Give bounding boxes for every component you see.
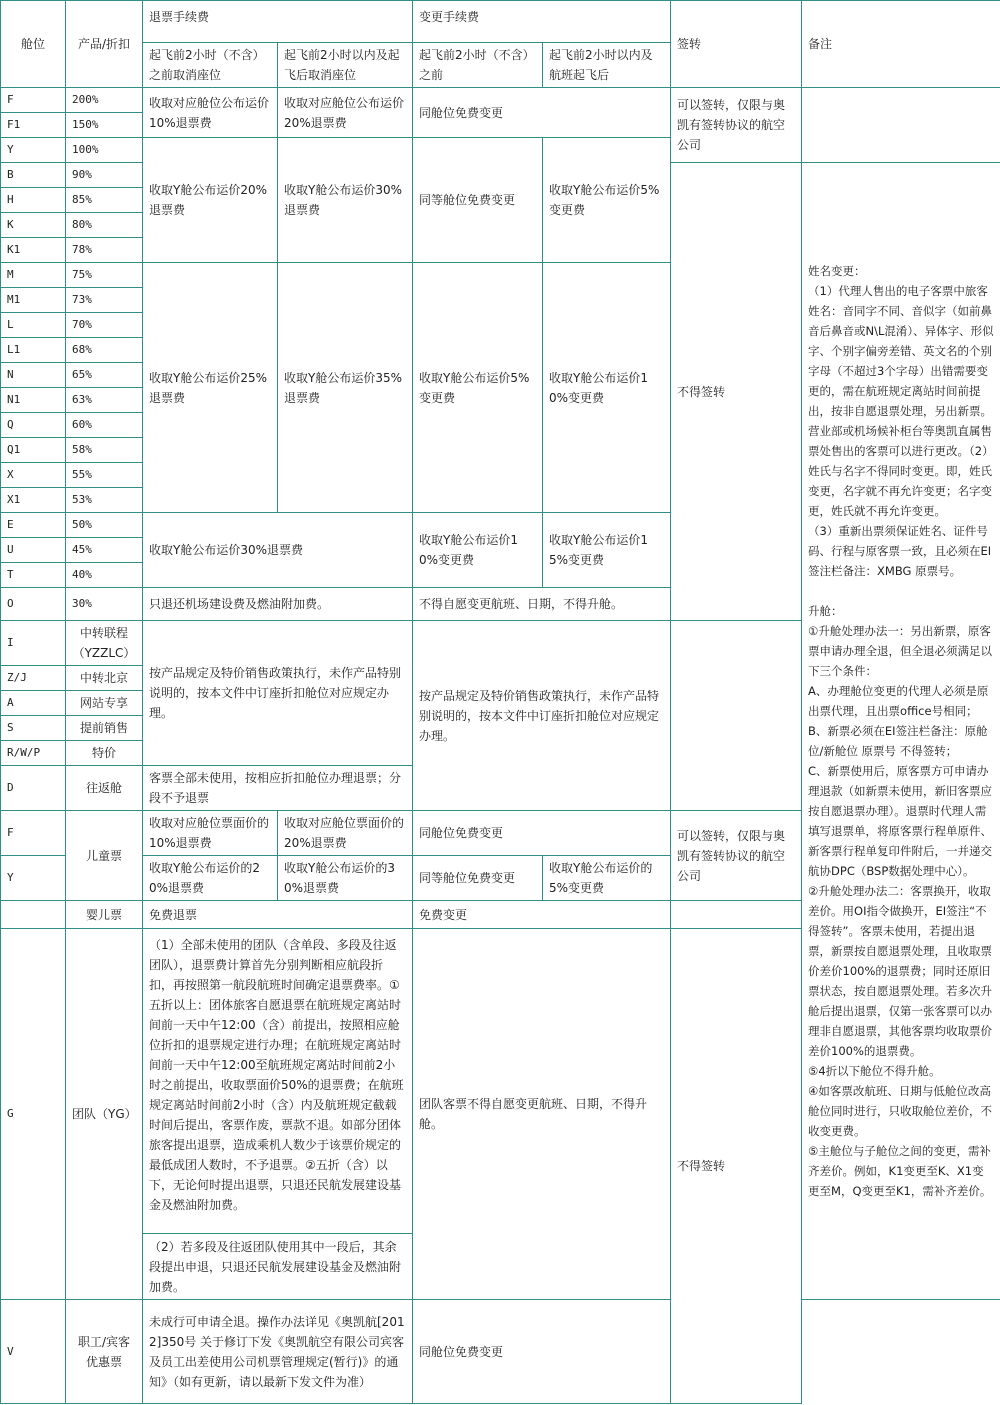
product-name: 网站专享 — [66, 691, 143, 716]
cabin-code: M1 — [1, 288, 66, 313]
cabin-code: N — [1, 363, 66, 388]
product-name: 特价 — [66, 741, 143, 766]
remark-name-change: 姓名变更： （1）代理人售出的电子客票中旅客姓名：音同字不同、音似字（如前鼻音后鼻音或N\L混淆）、异体字、形似字、个别字偏旁差错、英文名的个别字母（不超过3个字母）出错需要变更的，需在航班规定离站时间前提出，按非自愿退票处理，另出新票。营业部或机场候补柜台等奥凯直属售票处售出的客票可以进行更改。（2）姓氏与名字不得同时变更。即，姓氏变更，名字就不再允许变更；名字变更，姓氏就不再允许变更。 （3）重新出票须保证姓名、证件号码、行程与原客票一致，且必须在EI签注栏备注：XMBG 原票号。 — [808, 264, 994, 578]
refund-fee-cell: 收取对应舱位票面价的10%退票费 — [143, 811, 278, 856]
header-remark: 备注 — [802, 1, 1000, 88]
change-fee-cell: 同等舱位免费变更 — [413, 856, 543, 901]
header-refund-within-2h: 起飞前2小时以内及起飞后取消座位 — [278, 43, 413, 88]
discount: 55% — [66, 463, 143, 488]
refund-fee-cell: 免费退票 — [143, 901, 413, 929]
cabin-code: A — [1, 691, 66, 716]
refund-fee-cell: 未成行可申请全退。操作办法详见《奥凯航[2012]350号 关于修订下发《奥凯航空有限公司宾客及员工出差使用公司机票管理规定(暂行)》的通知》（如有更新，请以最新下发文件为准） — [143, 1300, 413, 1404]
discount: 75% — [66, 263, 143, 288]
discount: 90% — [66, 163, 143, 188]
change-fee-cell: 收取Y舱公布运价的5%变更费 — [543, 856, 671, 901]
cabin-code: H — [1, 188, 66, 213]
header-change-before-2h: 起飞前2小时（不含）之前 — [413, 43, 543, 88]
change-fee-cell: 不得自愿变更航班、日期，不得升舱。 — [413, 588, 671, 621]
product-name: 往返舱 — [66, 766, 143, 811]
refund-fee-cell: 收取对应舱位票面价的20%退票费 — [278, 811, 413, 856]
refund-fee-cell: 收取Y舱公布运价35%退票费 — [278, 263, 413, 513]
cabin-code: Y — [1, 856, 66, 901]
header-refund-fee: 退票手续费 — [143, 1, 413, 43]
product-name: 中转联程（YZZLC） — [66, 621, 143, 666]
discount: 58% — [66, 438, 143, 463]
discount: 60% — [66, 413, 143, 438]
remark-spacer — [808, 581, 994, 601]
product-name: 中转北京 — [66, 666, 143, 691]
change-fee-cell: 同舱位免费变更 — [413, 88, 671, 138]
discount: 150% — [66, 113, 143, 138]
refund-fee-cell: 收取Y舱公布运价的30%退票费 — [278, 856, 413, 901]
cabin-code: U — [1, 538, 66, 563]
header-endorse: 签转 — [671, 1, 802, 88]
cabin-code-blank — [1, 901, 66, 929]
remark-cell — [802, 163, 1000, 1300]
cabin-code: Q1 — [1, 438, 66, 463]
discount: 40% — [66, 563, 143, 588]
refund-fee-cell: 收取Y舱公布运价30%退票费 — [278, 138, 413, 263]
cabin-code: K — [1, 213, 66, 238]
refund-fee-cell: （1）全部未使用的团队（含单段、多段及往返团队），退票费计算首先分别判断相应航段折扣，再按照第一航段航班时间确定退票费率。①五折以上：团体旅客自愿退票在航班规定离站时间前一天中午12:00（含）前提出，按照相应舱位折扣的退票规定进行办理；在航班规定离站时间前一天中午12:00至航班规定离站时间前2小时之前提出，收取票面价50%的退票费；在航班规定离站时间前2小时（含）内及航班规定截载时间后提出，客票作废，票款不退。如部分团体旅客提出退票，造成乘机人数少于该票价规定的最低成团人数时，不予退票。②五折（含）以下，无论何时提出退票，只退还民航发展建设基金及燃油附加费。 — [143, 929, 413, 1234]
refund-fee-cell: 只退还机场建设费及燃油附加费。 — [143, 588, 413, 621]
refund-fee-cell: （2）若多段及往返团队使用其中一段后，其余段提出申退，只退还民航发展建设基金及燃油附加费。 — [143, 1234, 413, 1300]
discount: 78% — [66, 238, 143, 263]
discount: 200% — [66, 88, 143, 113]
refund-fee-cell: 收取对应舱位公布运价20%退票费 — [278, 88, 413, 138]
cabin-code: N1 — [1, 388, 66, 413]
remark-upgrade: 升舱： ①升舱处理办法一：另出新票，原客票申请办理全退，但全退必须满足以下三个条件： A、办理舱位变更的代理人必须是原出票代理，且出票office号相同； B、新票必须在EI签注栏备注：原舱位/新舱位 原票号 不得签转； C、新票使用后，原客票方可申请办理退款（如新票未使用，新旧客票应按自愿退票办理）。退票时代理人需填写退票单，将原客票行程单原件、新客票行程单复印件附后，一并递交航协DPC（BSP数据处理中心）。 ②升舱处理办法二：客票换开，收取差价。用OI指令做换开，EI签注“不得签转”。客票未使用，若提出退票，新票按自愿退票处理，且收取票价差价100%的退票费；同时还原旧票状态，按自愿退票处理。若多次升舱后提出退票，仅第一张客票可以办理非自愿退票，其他客票均收取票价差价100%的退票费。 ⑤4折以下舱位不得升舱。 ④如客票改航班、日期与低舱位改高舱位同时进行，只收取舱位差价，不收变更费。 ⑤主舱位与子舱位之间的变更，需补齐差价。例如，K1变更至K、X1变更至M，Q变更至K1，需补齐差价。 — [808, 604, 993, 1198]
header-change-within-2h: 起飞前2小时以内及航班起飞后 — [543, 43, 671, 88]
change-fee-cell: 收取Y舱公布运价5%变更费 — [413, 263, 543, 513]
change-fee-cell: 免费变更 — [413, 901, 671, 929]
change-fee-cell: 按产品规定及特价销售政策执行，未作产品特别说明的，按本文件中订座折扣舱位对应规定办理。 — [413, 621, 671, 811]
cabin-code: X1 — [1, 488, 66, 513]
discount: 45% — [66, 538, 143, 563]
endorse-cell: 不得签转 — [671, 929, 802, 1404]
discount: 70% — [66, 313, 143, 338]
change-fee-cell: 团队客票不得自愿变更航班、日期，不得升舱。 — [413, 929, 671, 1300]
cabin-code: R/W/P — [1, 741, 66, 766]
refund-fee-cell: 收取Y舱公布运价的20%退票费 — [143, 856, 278, 901]
change-fee-cell: 收取Y舱公布运价5%变更费 — [543, 138, 671, 263]
header-refund-before-2h: 起飞前2小时（不含）之前取消座位 — [143, 43, 278, 88]
cabin-code: O — [1, 588, 66, 621]
change-fee-cell: 收取Y舱公布运价15%变更费 — [543, 513, 671, 588]
cabin-code: X — [1, 463, 66, 488]
discount: 73% — [66, 288, 143, 313]
product-name: 儿童票 — [66, 811, 143, 901]
product-name: 婴儿票 — [66, 901, 143, 929]
change-fee-cell: 同舱位免费变更 — [413, 811, 671, 856]
endorse-blank — [671, 901, 802, 929]
header-change-fee: 变更手续费 — [413, 1, 671, 43]
refund-fee-cell: 收取Y舱公布运价25%退票费 — [143, 263, 278, 513]
refund-fee-cell: 收取Y舱公布运价20%退票费 — [143, 138, 278, 263]
header-cabin: 舱位 — [1, 1, 66, 88]
cabin-code: M — [1, 263, 66, 288]
refund-fee-cell: 收取Y舱公布运价30%退票费 — [143, 513, 413, 588]
cabin-code: S — [1, 716, 66, 741]
cabin-code: K1 — [1, 238, 66, 263]
discount: 100% — [66, 138, 143, 163]
cabin-code: T — [1, 563, 66, 588]
header-product: 产品/折扣 — [66, 1, 143, 88]
cabin-code: E — [1, 513, 66, 538]
change-fee-cell: 收取Y舱公布运价10%变更费 — [543, 263, 671, 513]
change-fee-cell: 同舱位免费变更 — [413, 1300, 671, 1404]
discount: 30% — [66, 588, 143, 621]
cabin-code: D — [1, 766, 66, 811]
cabin-code: V — [1, 1300, 66, 1404]
product-name: 团队（YG） — [66, 929, 143, 1300]
change-fee-cell: 同等舱位免费变更 — [413, 138, 543, 263]
discount: 53% — [66, 488, 143, 513]
discount: 63% — [66, 388, 143, 413]
cabin-code: Z/J — [1, 666, 66, 691]
endorse-cell: 不得签转 — [671, 163, 802, 621]
cabin-code: F — [1, 88, 66, 113]
cabin-code: G — [1, 929, 66, 1300]
change-fee-cell: 收取Y舱公布运价10%变更费 — [413, 513, 543, 588]
cabin-code: B — [1, 163, 66, 188]
cabin-code: F1 — [1, 113, 66, 138]
cabin-code: L — [1, 313, 66, 338]
refund-fee-cell: 收取对应舱位公布运价10%退票费 — [143, 88, 278, 138]
endorse-cell: 可以签转，仅限与奥凯有签转协议的航空公司 — [671, 88, 802, 163]
remark-blank — [802, 88, 1000, 163]
discount: 85% — [66, 188, 143, 213]
cabin-code: I — [1, 621, 66, 666]
cabin-code: L1 — [1, 338, 66, 363]
discount: 68% — [66, 338, 143, 363]
endorse-cell: 可以签转，仅限与奥凯有签转协议的航空公司 — [671, 811, 802, 901]
discount: 50% — [66, 513, 143, 538]
cabin-code: Y — [1, 138, 66, 163]
discount: 65% — [66, 363, 143, 388]
cabin-code: F — [1, 811, 66, 856]
discount: 80% — [66, 213, 143, 238]
refund-fee-cell: 客票全部未使用，按相应折扣舱位办理退票；分段不予退票 — [143, 766, 413, 811]
product-name: 提前销售 — [66, 716, 143, 741]
cabin-code: Q — [1, 413, 66, 438]
product-name: 职工/宾客优惠票 — [66, 1300, 143, 1404]
refund-fee-cell: 按产品规定及特价销售政策执行，未作产品特别说明的，按本文件中订座折扣舱位对应规定办理。 — [143, 621, 413, 766]
